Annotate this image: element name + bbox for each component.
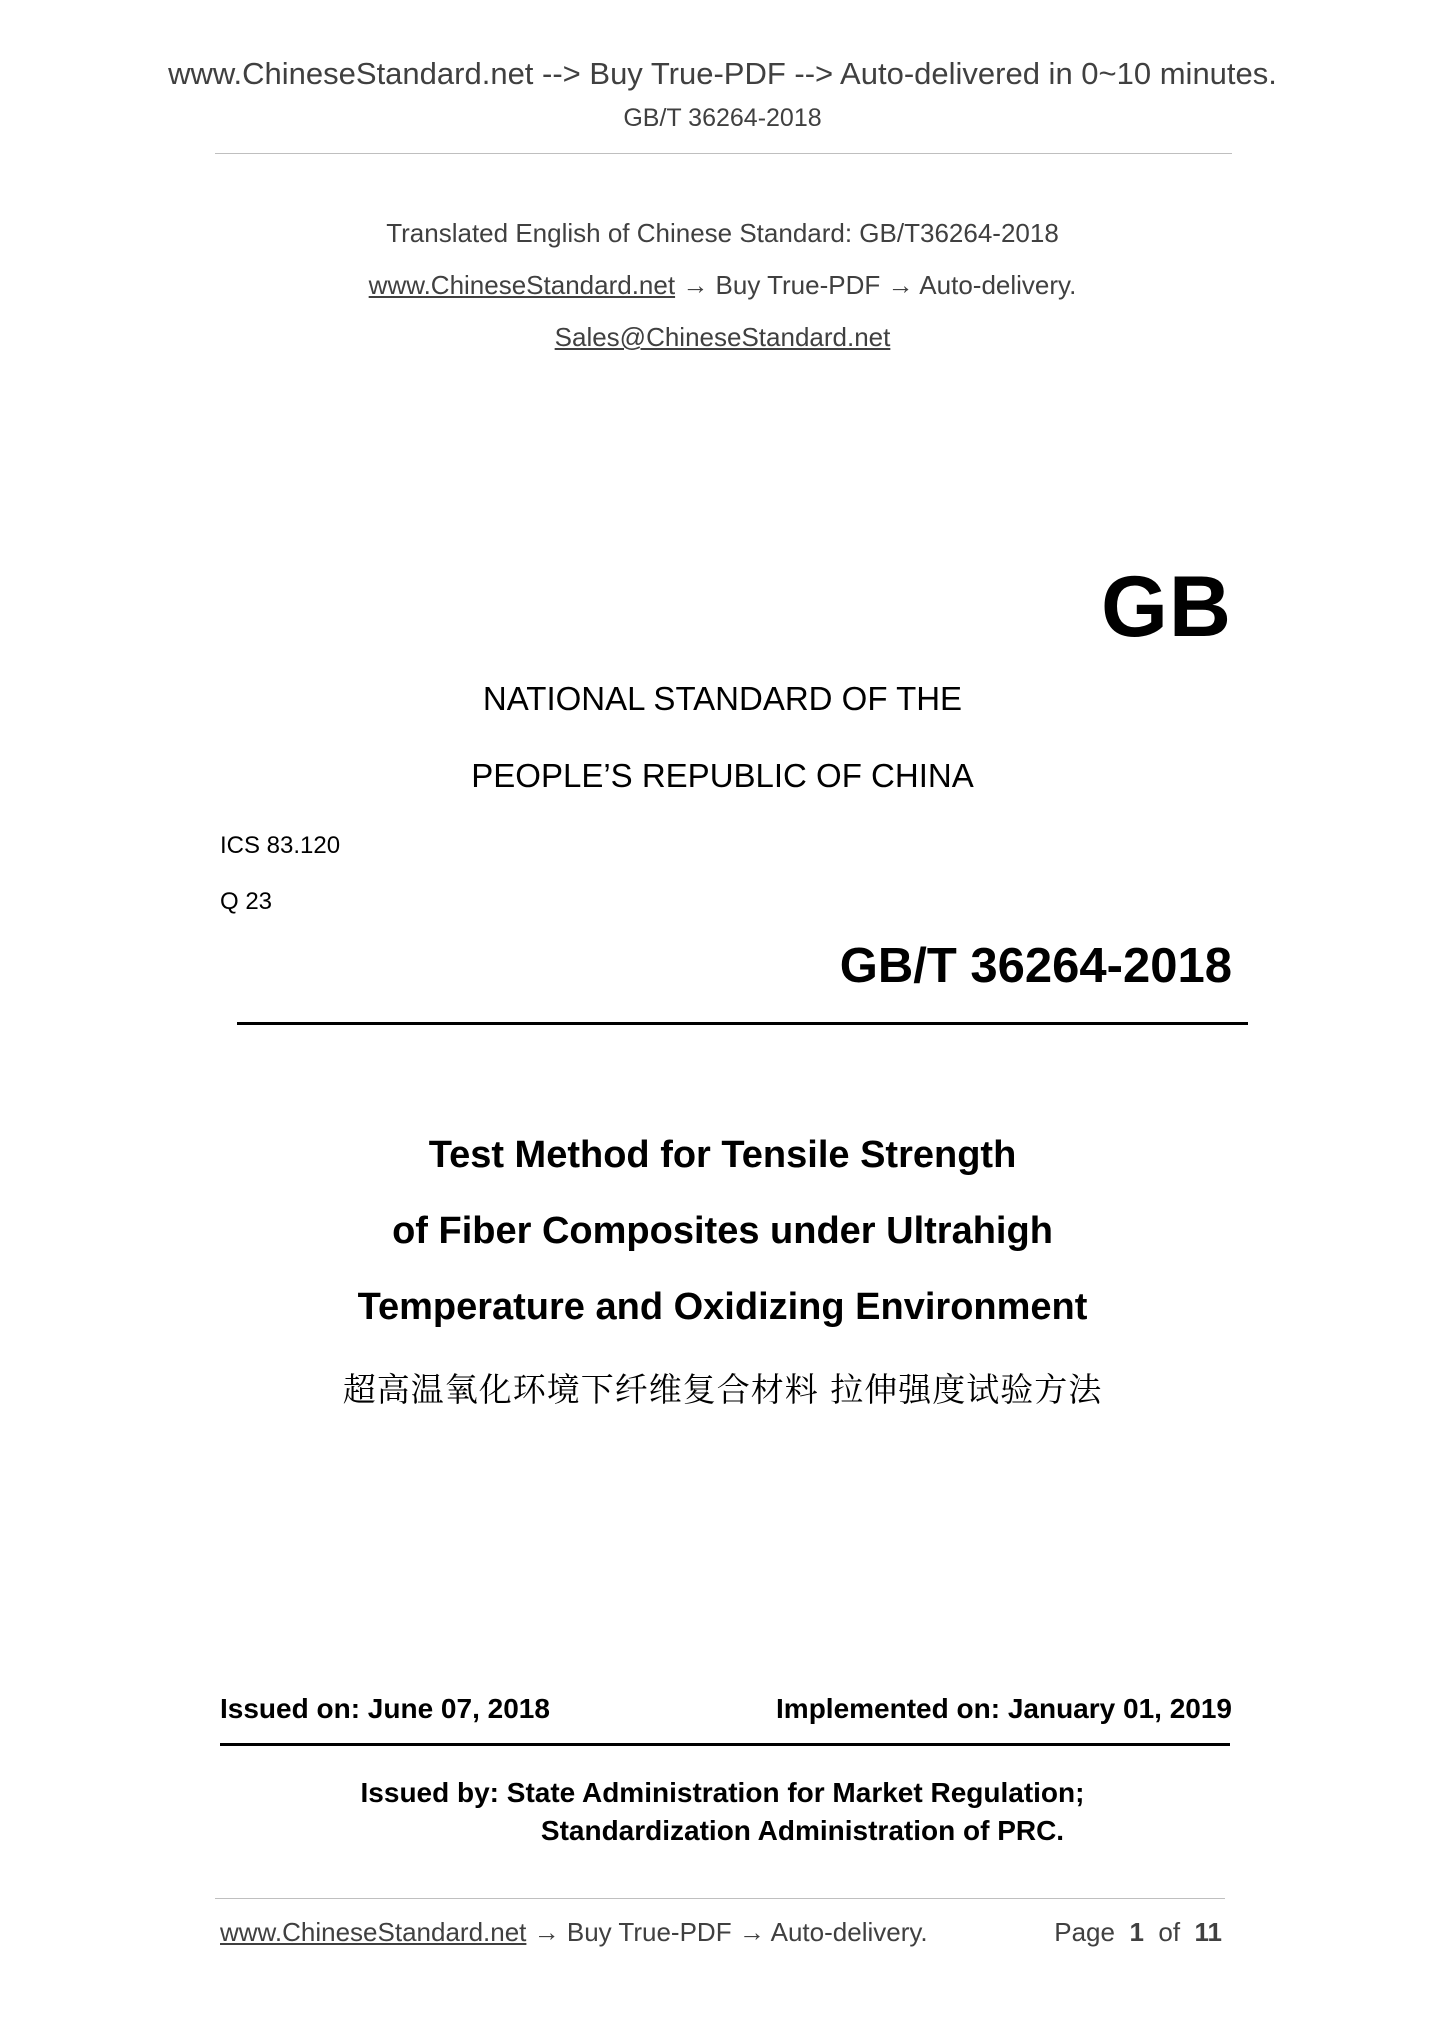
page-of: of [1158,1917,1181,1947]
footer-divider [215,1898,1225,1899]
sales-email-link[interactable]: Sales@ChineseStandard.net [554,322,891,352]
issued-date: Issued on: June 07, 2018 [220,1693,550,1724]
page-label: Page [1054,1917,1115,1947]
standard-number-divider [237,1022,1248,1025]
delivery-text: Auto-delivery. [919,270,1077,300]
site-link[interactable]: www.ChineseStandard.net [368,270,676,300]
footer-delivery-text: Auto-delivery. [770,1917,928,1947]
arrow-right-icon: → [682,270,709,300]
ics-code: ICS 83.120 [220,832,341,859]
arrow-right-icon: → [887,270,914,300]
page-indicator [1054,1917,1222,1948]
implemented-date: Implemented on: January 01, 2019 [776,1693,1232,1724]
ccs-code: Q 23 [220,888,273,915]
header-divider [215,153,1232,154]
arrow-right-icon: → [533,1917,560,1947]
national-standard-line1: NATIONAL STANDARD OF THE [482,680,963,717]
buy-text: Buy True-PDF [715,270,881,300]
standard-number: GB/T 36264-2018 [839,939,1232,993]
footer-site-link[interactable]: www.ChineseStandard.net [220,1917,527,1947]
page-current: 1 [1129,1917,1144,1947]
national-standard-line2: PEOPLE’S REPUBLIC OF CHINA [471,757,974,794]
dates-divider [220,1743,1230,1746]
page-total: 11 [1194,1917,1222,1947]
title-line-1: Test Method for Tensile Strength [428,1134,1017,1176]
issuer-line-2: Standardization Administration of PRC. [540,1815,1065,1846]
sales-line [0,322,1445,353]
chinese-title: 超高温氧化环境下纤维复合材料 拉伸强度试验方法 [342,1370,1103,1409]
arrow-right-icon: → [738,1917,765,1947]
buy-line [0,270,1445,301]
header-standard-code: GB/T 36264-2018 [623,104,822,132]
gb-mark: GB [1101,559,1232,655]
footer-buy-text: Buy True-PDF [566,1917,732,1947]
footer-links [220,1917,928,1948]
title-line-2: of Fiber Composites under Ultrahigh [392,1210,1053,1252]
translation-note: Translated English of Chinese Standard: GB/T36264-2018 [386,218,1059,248]
issuer-line-1: Issued by: State Administration for Market Regulation; [360,1777,1085,1808]
top-banner: www.ChineseStandard.net --> Buy True-PDF --> Auto-delivered in 0~10 minutes. [168,56,1277,91]
title-line-3: Temperature and Oxidizing Environment [357,1286,1088,1328]
